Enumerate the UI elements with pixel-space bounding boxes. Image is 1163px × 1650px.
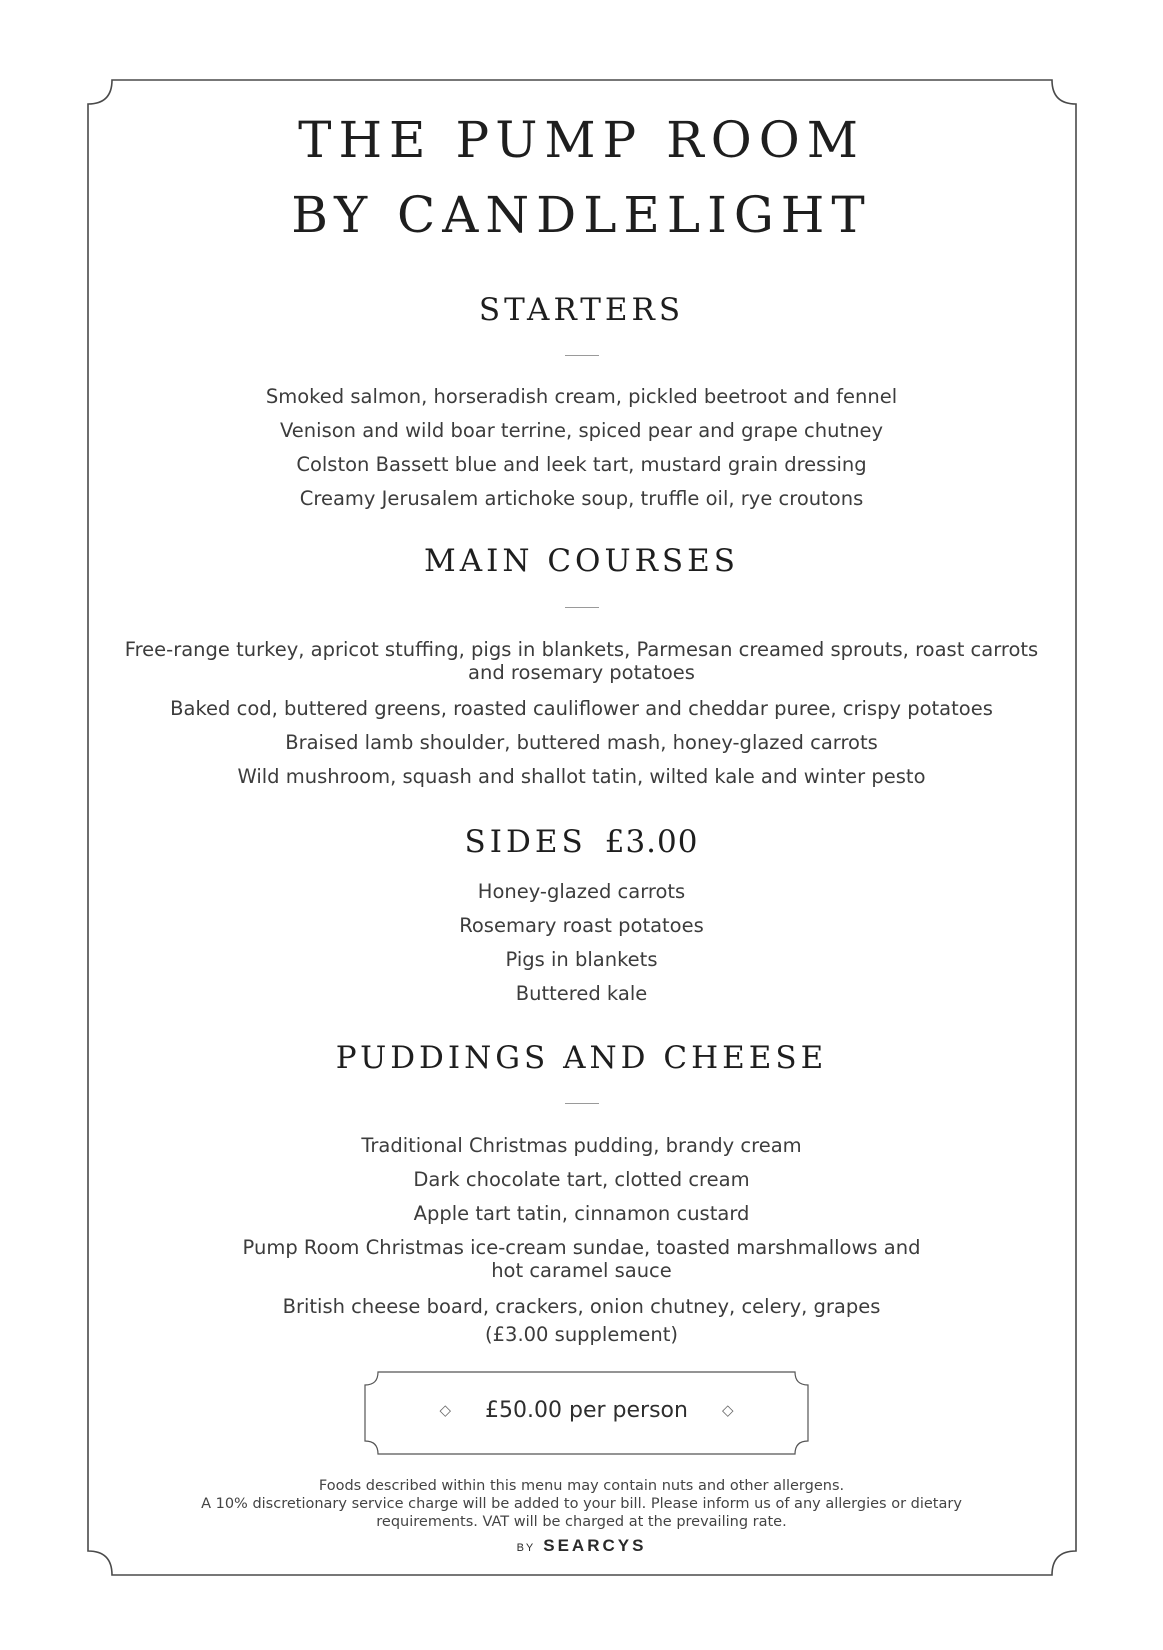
main-item: Braised lamb shoulder, buttered mash, honey-glazed carrots: [285, 731, 878, 754]
starters-heading: STARTERS: [478, 292, 685, 328]
starter-item: Creamy Jerusalem artichoke soup, truffle oil, rye croutons: [299, 487, 864, 510]
price-box: [364, 1371, 809, 1455]
pudding-item: Traditional Christmas pudding, brandy cream: [361, 1134, 802, 1157]
main-item: Wild mushroom, squash and shallot tatin, wilted kale and winter pesto: [237, 765, 926, 788]
pudding-item: British cheese board, crackers, onion chutney, celery, grapes: [282, 1295, 881, 1318]
cheese-supplement-note: (£3.00 supplement): [485, 1323, 678, 1346]
menu-title-line-1: THE PUMP ROOM: [298, 111, 865, 169]
pudding-item: Apple tart tatin, cinnamon custard: [413, 1202, 750, 1225]
pudding-item: Dark chocolate tart, clotted cream: [413, 1168, 750, 1191]
menu-title-line-2: BY CANDLELIGHT: [291, 186, 872, 244]
sides-heading: [80, 824, 1083, 860]
service-charge-notice: A 10% discretionary service charge will be added to your bill. Please inform us of any allergies or dietary: [201, 1496, 962, 1512]
starter-item: Smoked salmon, horseradish cream, pickled beetroot and fennel: [265, 385, 898, 408]
diamond-ornament-icon: ◇: [721, 1401, 734, 1419]
side-item: Buttered kale: [515, 982, 648, 1005]
main-item: Baked cod, buttered greens, roasted cauliflower and cheddar puree, crispy potatoes: [170, 697, 993, 720]
mains-divider: [565, 607, 599, 608]
puddings-heading: PUDDINGS AND CHEESE: [335, 1040, 828, 1076]
brand-name: SEARCYS: [543, 1536, 647, 1555]
main-item: Free-range turkey, apricot stuffing, pigs in blankets, Parmesan creamed sprouts, roast carrots and rosemary potatoes: [124, 638, 1039, 685]
puddings-divider: [565, 1103, 599, 1104]
diamond-ornament-icon: ◇: [439, 1401, 452, 1419]
mains-heading: MAIN COURSES: [423, 543, 740, 579]
price-per-person: [364, 1398, 809, 1424]
side-item: Pigs in blankets: [505, 948, 658, 971]
vat-notice: requirements. VAT will be charged at the prevailing rate.: [376, 1514, 787, 1530]
side-item: Honey-glazed carrots: [477, 880, 686, 903]
allergen-notice: Foods described within this menu may contain nuts and other allergens.: [318, 1478, 845, 1494]
pudding-item: Pump Room Christmas ice-cream sundae, toasted marshmallows and hot caramel sauce: [242, 1236, 921, 1283]
sides-heading-label: SIDES: [464, 824, 587, 860]
sides-price: £3.00: [604, 824, 699, 860]
price-label: £50.00 per person: [485, 1398, 688, 1423]
brand-by: BY: [516, 1542, 536, 1554]
side-item: Rosemary roast potatoes: [459, 914, 704, 937]
starter-item: Venison and wild boar terrine, spiced pear and grape chutney: [279, 419, 884, 442]
starter-item: Colston Bassett blue and leek tart, mustard grain dressing: [296, 453, 867, 476]
starters-divider: [565, 355, 599, 356]
